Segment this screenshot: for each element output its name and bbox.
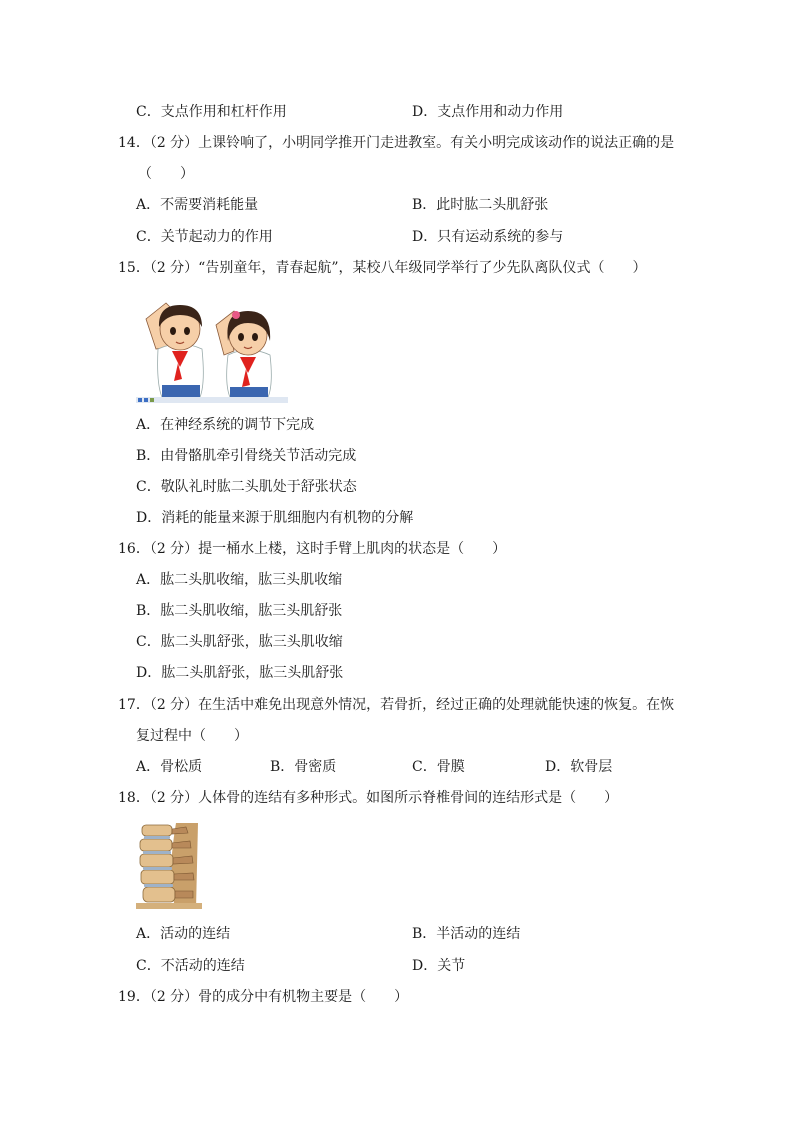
q19-stem: 19．（2 分）骨的成分中有机物主要是（ ） bbox=[118, 989, 409, 1005]
q15-option-d: D．消耗的能量来源于肌细胞内有机物的分解 bbox=[136, 510, 414, 526]
q14-stem: 14．（2 分）上课铃响了，小明同学推开门走进教室。有关小明完成该动作的说法正确的是 bbox=[118, 135, 675, 151]
q14-option-c: C．关节起动力的作用 bbox=[136, 229, 273, 245]
q14-option-a: A．不需要消耗能量 bbox=[136, 197, 259, 213]
salute-children-image bbox=[136, 289, 288, 403]
spine-vertebrae-image bbox=[136, 823, 202, 909]
q18-option-d: D．关节 bbox=[412, 958, 466, 974]
q16-option-b: B．肱二头肌收缩，肱三头肌舒张 bbox=[136, 603, 343, 619]
q17-option-c: C．骨膜 bbox=[412, 759, 465, 775]
q17-stem-continued: 复过程中（ ） bbox=[136, 728, 248, 744]
q14-paren: （ ） bbox=[138, 166, 194, 182]
q17-option-d: D．软骨层 bbox=[545, 759, 613, 775]
q16-option-a: A．肱二头肌收缩，肱三头肌收缩 bbox=[136, 572, 343, 588]
q13-option-c: C．支点作用和杠杆作用 bbox=[136, 104, 287, 120]
q18-option-c: C．不活动的连结 bbox=[136, 958, 245, 974]
q13-option-d: D．支点作用和动力作用 bbox=[412, 104, 564, 120]
q17-option-a: A．骨松质 bbox=[136, 759, 203, 775]
q17-stem: 17．（2 分）在生活中难免出现意外情况，若骨折，经过正确的处理就能快速的恢复。在恢 bbox=[118, 697, 675, 713]
q16-option-d: D．肱二头肌舒张，肱三头肌舒张 bbox=[136, 665, 344, 681]
q17-option-b: B．骨密质 bbox=[270, 759, 337, 775]
q15-option-a: A．在神经系统的调节下完成 bbox=[136, 417, 315, 433]
q16-stem: 16．（2 分）提一桶水上楼，这时手臂上肌肉的状态是（ ） bbox=[118, 541, 507, 557]
q15-option-c: C．敬队礼时肱二头肌处于舒张状态 bbox=[136, 479, 357, 495]
q18-option-b: B．半活动的连结 bbox=[412, 926, 521, 942]
q14-option-b: B．此时肱二头肌舒张 bbox=[412, 197, 549, 213]
q15-stem: 15．（2 分）“告别童年，青春起航”，某校八年级同学举行了少先队离队仪式（ ） bbox=[118, 260, 647, 276]
q14-option-d: D．只有运动系统的参与 bbox=[412, 229, 564, 245]
q15-option-b: B．由骨骼肌牵引骨绕关节活动完成 bbox=[136, 448, 357, 464]
q18-option-a: A．活动的连结 bbox=[136, 926, 231, 942]
q18-stem: 18．（2 分）人体骨的连结有多种形式。如图所示脊椎骨间的连结形式是（ ） bbox=[118, 790, 619, 806]
q16-option-c: C．肱二头肌舒张，肱三头肌收缩 bbox=[136, 634, 343, 650]
